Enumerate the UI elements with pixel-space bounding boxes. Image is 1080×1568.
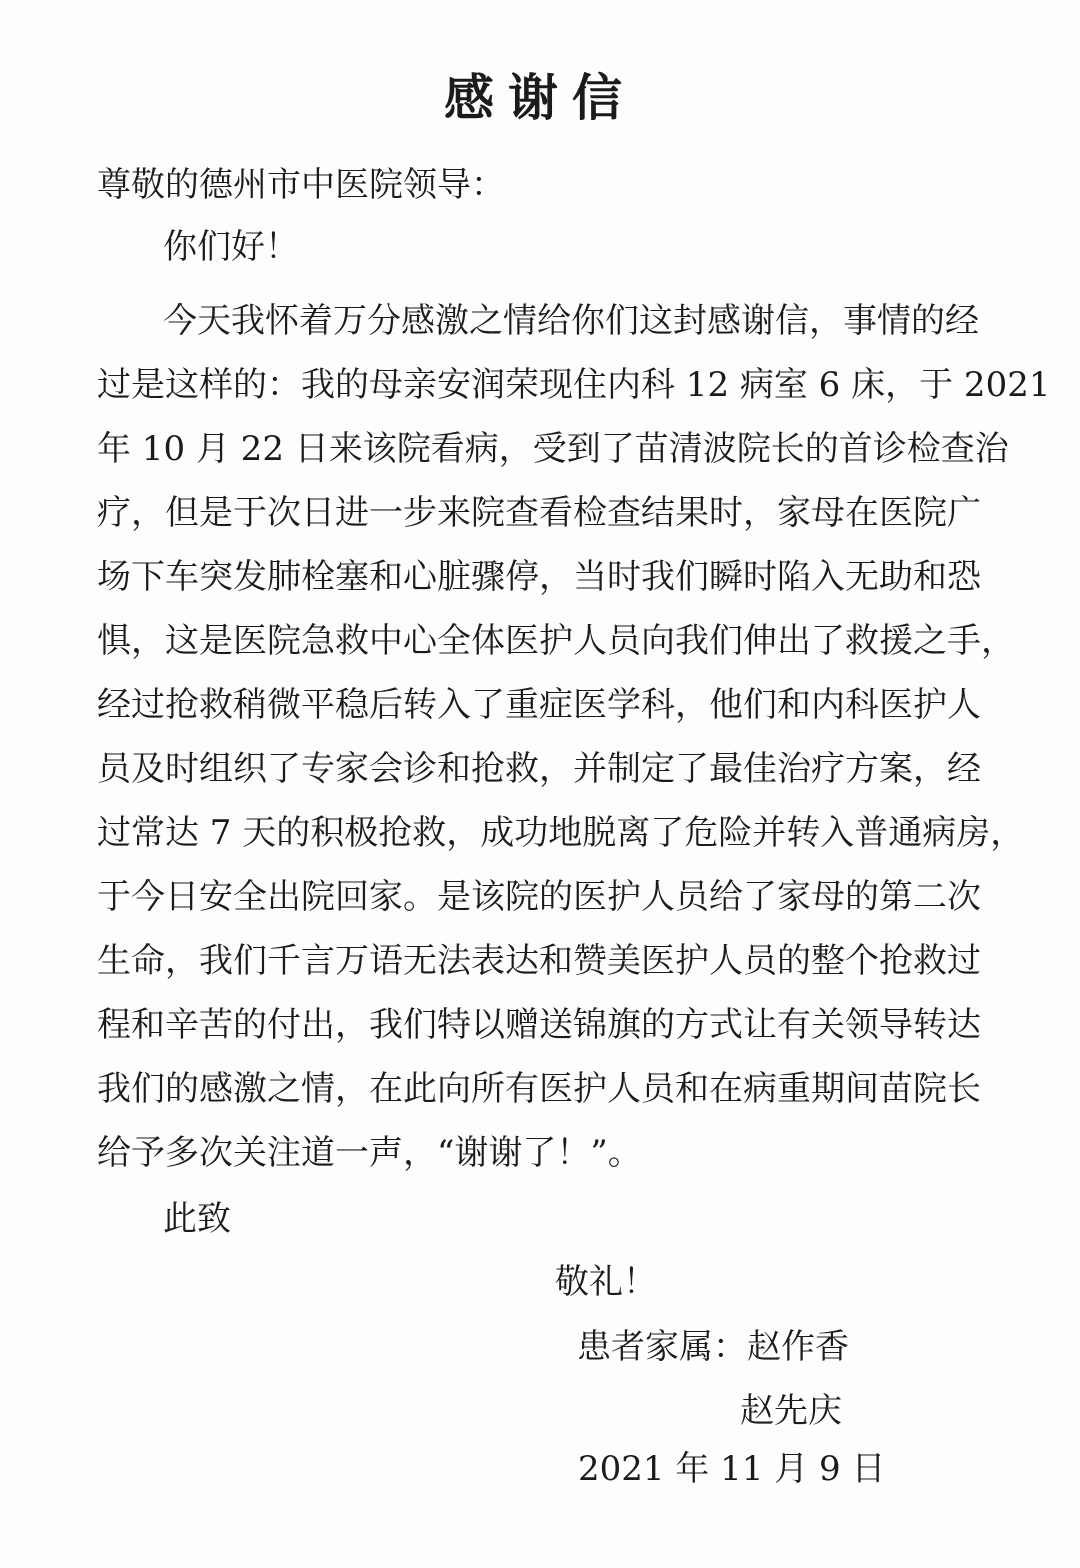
closing: 此致 xyxy=(163,1199,231,1239)
body-line: 给予多次关注道一声，“谢谢了！”。 xyxy=(97,1133,642,1173)
body-line: 员及时组织了专家会诊和抢救，并制定了最佳治疗方案，经 xyxy=(97,749,981,789)
signature-label: 患者家属：赵作香 xyxy=(577,1327,849,1367)
letter-title: 感谢信 xyxy=(444,69,636,127)
body-line: 我们的感激之情，在此向所有医护人员和在病重期间苗院长 xyxy=(97,1069,981,1109)
regards: 敬礼！ xyxy=(555,1262,657,1302)
salutation: 尊敬的德州市中医院领导： xyxy=(97,165,505,205)
body-line: 于今日安全出院回家。是该院的医护人员给了家母的第二次 xyxy=(97,877,981,917)
body-line: 过常达 7 天的积极抢救，成功地脱离了危险并转入普通病房， xyxy=(97,813,1025,853)
body-line: 过是这样的：我的母亲安润荣现住内科 12 病室 6 床，于 2021 xyxy=(97,365,1051,405)
body-line: 场下车突发肺栓塞和心脏骤停，当时我们瞬时陷入无助和恐 xyxy=(97,557,981,597)
body-line: 生命，我们千言万语无法表达和赞美医护人员的整个抢救过 xyxy=(97,941,981,981)
body-line: 经过抢救稍微平稳后转入了重症医学科，他们和内科医护人 xyxy=(97,685,981,725)
signature-name-2: 赵先庆 xyxy=(740,1391,842,1431)
body-line: 疗，但是于次日进一步来院查看检查结果时，家母在医院广 xyxy=(97,493,981,533)
body-line: 程和辛苦的付出，我们特以赠送锦旗的方式让有关领导转达 xyxy=(97,1005,981,1045)
body-line: 年 10 月 22 日来该院看病，受到了苗清波院长的首诊检查治 xyxy=(97,429,1009,469)
body-line: 今天我怀着万分感激之情给你们这封感谢信，事情的经 xyxy=(163,301,979,341)
body-line: 惧，这是医院急救中心全体医护人员向我们伸出了救援之手， xyxy=(97,621,1015,661)
letter-date: 2021 年 11 月 9 日 xyxy=(578,1449,886,1489)
greeting: 你们好！ xyxy=(163,227,299,267)
